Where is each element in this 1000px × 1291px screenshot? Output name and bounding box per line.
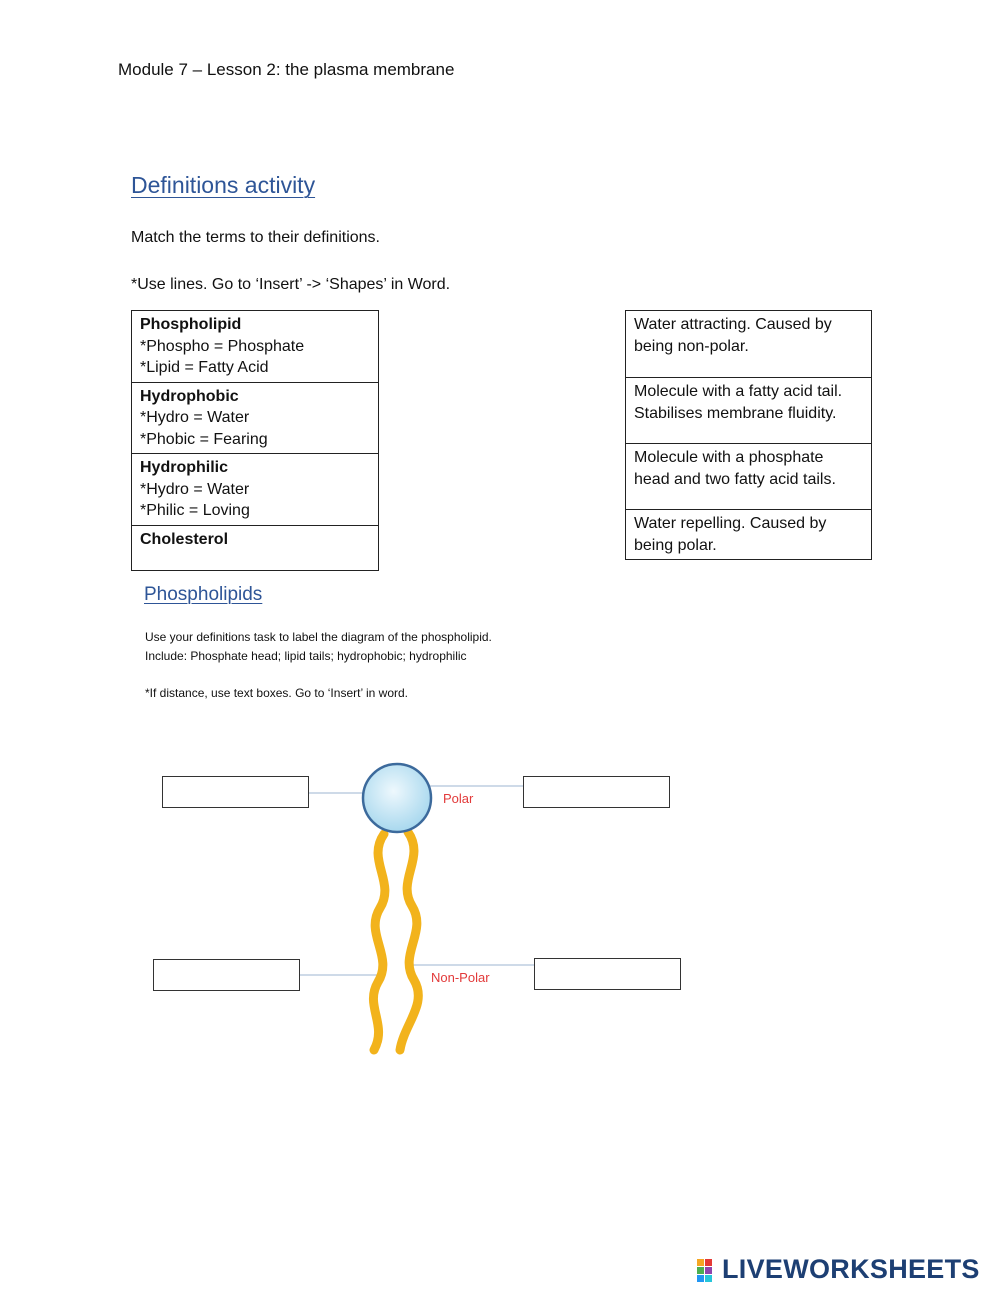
term-name: Hydrophilic [140, 459, 229, 476]
label-box-top-right[interactable] [523, 776, 670, 808]
definition-text: Molecule with a fatty acid tail. [634, 383, 843, 400]
definition-text: being polar. [634, 536, 717, 554]
term-hint: *Phobic = Fearing [140, 430, 268, 448]
term-name: Hydrophobic [140, 387, 239, 405]
lipid-tail-right [400, 832, 418, 1050]
term-hint: *Hydro = Water [140, 409, 250, 426]
diagram-instruction-line: Use your definitions task to label the diagram of the phospholipid. [145, 630, 492, 644]
lipid-tail-left [373, 834, 384, 1050]
diagram-instruction-line: Include: Phosphate head; lipid tails; hydrophobic; hydrophilic [145, 649, 467, 663]
use-lines-instruction: *Use lines. Go to ‘Insert’ -> ‘Shapes’ in Word. [131, 276, 451, 293]
label-box-top-left[interactable] [162, 776, 309, 808]
label-box-bottom-right[interactable] [534, 958, 681, 990]
term-name: Phospholipid [140, 316, 242, 333]
text-box-note: *If distance, use text boxes. Go to ‘Insert’ in word. [145, 686, 409, 700]
label-box-bottom-left[interactable] [153, 959, 300, 991]
definition-text: Molecule with a phosphate [634, 449, 824, 466]
match-instruction: Match the terms to their definitions. [131, 229, 380, 246]
term-hint: *Philic = Loving [140, 502, 250, 519]
definition-text: being non-polar. [634, 337, 749, 355]
liveworksheets-logo-icon [696, 1257, 722, 1283]
term-hint: *Hydro = Water [140, 480, 250, 498]
document-header: Module 7 – Lesson 2: the plasma membrane [118, 60, 455, 79]
definition-text: Water attracting. Caused by [634, 316, 832, 333]
term-hint: *Lipid = Fatty Acid [140, 359, 269, 376]
definition-text: Water repelling. Caused by [634, 515, 827, 532]
term-name: Cholesterol [140, 530, 229, 548]
brand-name: LIVEWORKSHEETS [722, 1254, 980, 1284]
polar-label: Polar [443, 791, 474, 806]
definition-text: Stabilises membrane fluidity. [634, 404, 837, 422]
phosphate-head [363, 764, 431, 832]
term-hint: *Phospho = Phosphate [140, 337, 305, 355]
definitions-activity-title: Definitions activity [131, 172, 316, 198]
liveworksheets-brand [696, 1254, 980, 1285]
definition-text: head and two fatty acid tails. [634, 470, 836, 488]
non-polar-label: Non-Polar [431, 970, 490, 985]
phospholipids-title: Phospholipids [144, 584, 263, 605]
